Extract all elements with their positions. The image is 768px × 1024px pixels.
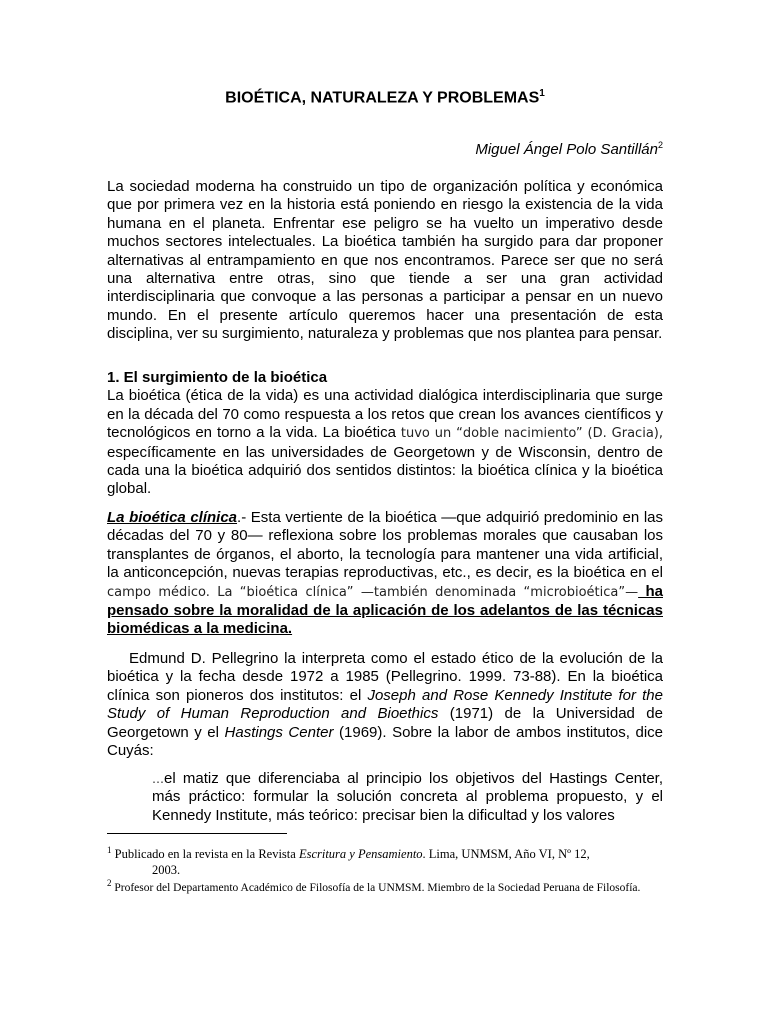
- clinica-text-c: ha pensado sobre la moralidad de la aplicación de los adelantos de las técnicas biomédicas a la medicina.: [107, 582, 663, 638]
- footnote-1-journal: Escritura y Pensamiento: [298, 847, 423, 862]
- clinica-paragraph: [107, 509, 663, 639]
- section-heading: 1. El surgimiento de la bioética: [107, 369, 328, 386]
- section-1-paragraph: [107, 387, 663, 498]
- footnote-1-number: 1: [107, 845, 112, 855]
- clinica-text-b: campo médico. La “bioética clínica” —también denominada “microbioética”—: [107, 584, 639, 600]
- footnote-2-text: Profesor del Departamento Académico de Filosofía de la UNMSM. Miembro de la Sociedad Peruana de Filosofía.: [111, 881, 641, 894]
- pellegrino-paragraph: [107, 650, 663, 760]
- block-quote: [152, 770, 663, 825]
- author-name: [475, 140, 663, 158]
- document-title: [107, 88, 663, 107]
- clinica-term: La bioética clínica: [107, 509, 238, 526]
- quote-text: el matiz que diferenciaba al principio los objetivos del Hastings Center, más práctico: formular la solución concreta al problema propuesto, y el Kennedy Institute, más teórico: precisar bien la dificultad y los valores: [152, 770, 663, 824]
- author-footnote-ref: 2: [657, 140, 663, 150]
- section-1: [107, 369, 663, 499]
- title-footnote-ref: 1: [539, 88, 545, 99]
- section-1-text-b: tuvo un “doble nacimiento” (D. Gracia),: [400, 426, 663, 442]
- hastings-center-name: Hastings Center: [224, 723, 334, 741]
- pellegrino-text-b: (1971) de la Universidad de Georgetown y el: [107, 705, 663, 741]
- section-1-text-c: específicamente en las universidades de Georgetown y de Wisconsin, dentro de cada una la bioética adquirió dos sentidos distintos: la bioética clínica y la bioética global.: [107, 443, 663, 498]
- footnote-2-number: 2: [107, 878, 112, 888]
- title-text: BIOÉTICA, NATURALEZA Y PROBLEMAS: [225, 89, 540, 107]
- section-1-text-a: La bioética (ética de la vida) es una actividad dialógica interdisciplinaria que surge en la década del 70 como respuesta a los retos que crean los avances científicos y tecnológicos en torno a la vida. La bioética: [107, 387, 663, 442]
- kennedy-institute-name: Joseph and Rose Kennedy Institute for the Study of Human Reproduction and Bioethics: [107, 686, 663, 723]
- footnote-1-year: 2003.: [152, 863, 181, 878]
- footnote-1-text-b: . Lima, UNMSM, Año VI, Nº 12,: [422, 847, 590, 862]
- quote-ellipsis: …: [152, 772, 164, 786]
- footnote-1: [107, 842, 663, 878]
- footnote-divider: [107, 833, 287, 834]
- footnote-1-line: [107, 842, 663, 862]
- clinica-text-a: .- Esta vertiente de la bioética —que adquirió predominio en las décadas del 70 y 80— reflexiona sobre los problemas morales que causaban los transplantes de órganos, el aborto, la tecnología para mantener una vida artificial, la anticoncepción, nuevas terapias reproductivas, etc., es decir, es la bioética en el: [107, 509, 663, 582]
- intro-paragraph: La sociedad moderna ha construido un tipo de organización política y económica que por primera vez en la historia está poniendo en riesgo la existencia de la vida humana en el planeta. Enfrentar ese peligro se ha vuelto un imperativo desde muchos sectores intelectuales. La bioética también ha surgido para dar proponer alternativas al entrampamiento en que nos encontramos. Parece ser que no será una alternativa entre otras, sino que tiende a ser una gran actividad interdisciplinaria que convoque a las personas a participar a pensar en un nuevo mundo. En el presente artículo queremos hacer una presentación de esta disciplina, ver su surgimiento, naturaleza y problemas que nos plantea para pensar.: [107, 178, 663, 343]
- pellegrino-text-c: (1969). Sobre la labor de ambos institutos, dice Cuyás:: [107, 723, 663, 760]
- footnote-2: [107, 876, 663, 896]
- author-text: Miguel Ángel Polo Santillán: [475, 141, 658, 158]
- pellegrino-text-a: Edmund D. Pellegrino la interpreta como el estado ético de la evolución de la bioética y la fecha desde 1972 a 1985 (Pellegrino. 1999. 73-88). En la bioética clínica son pioneros dos institutos: el: [107, 650, 663, 704]
- footnote-1-text-a: Publicado en la revista en la Revista: [111, 847, 299, 862]
